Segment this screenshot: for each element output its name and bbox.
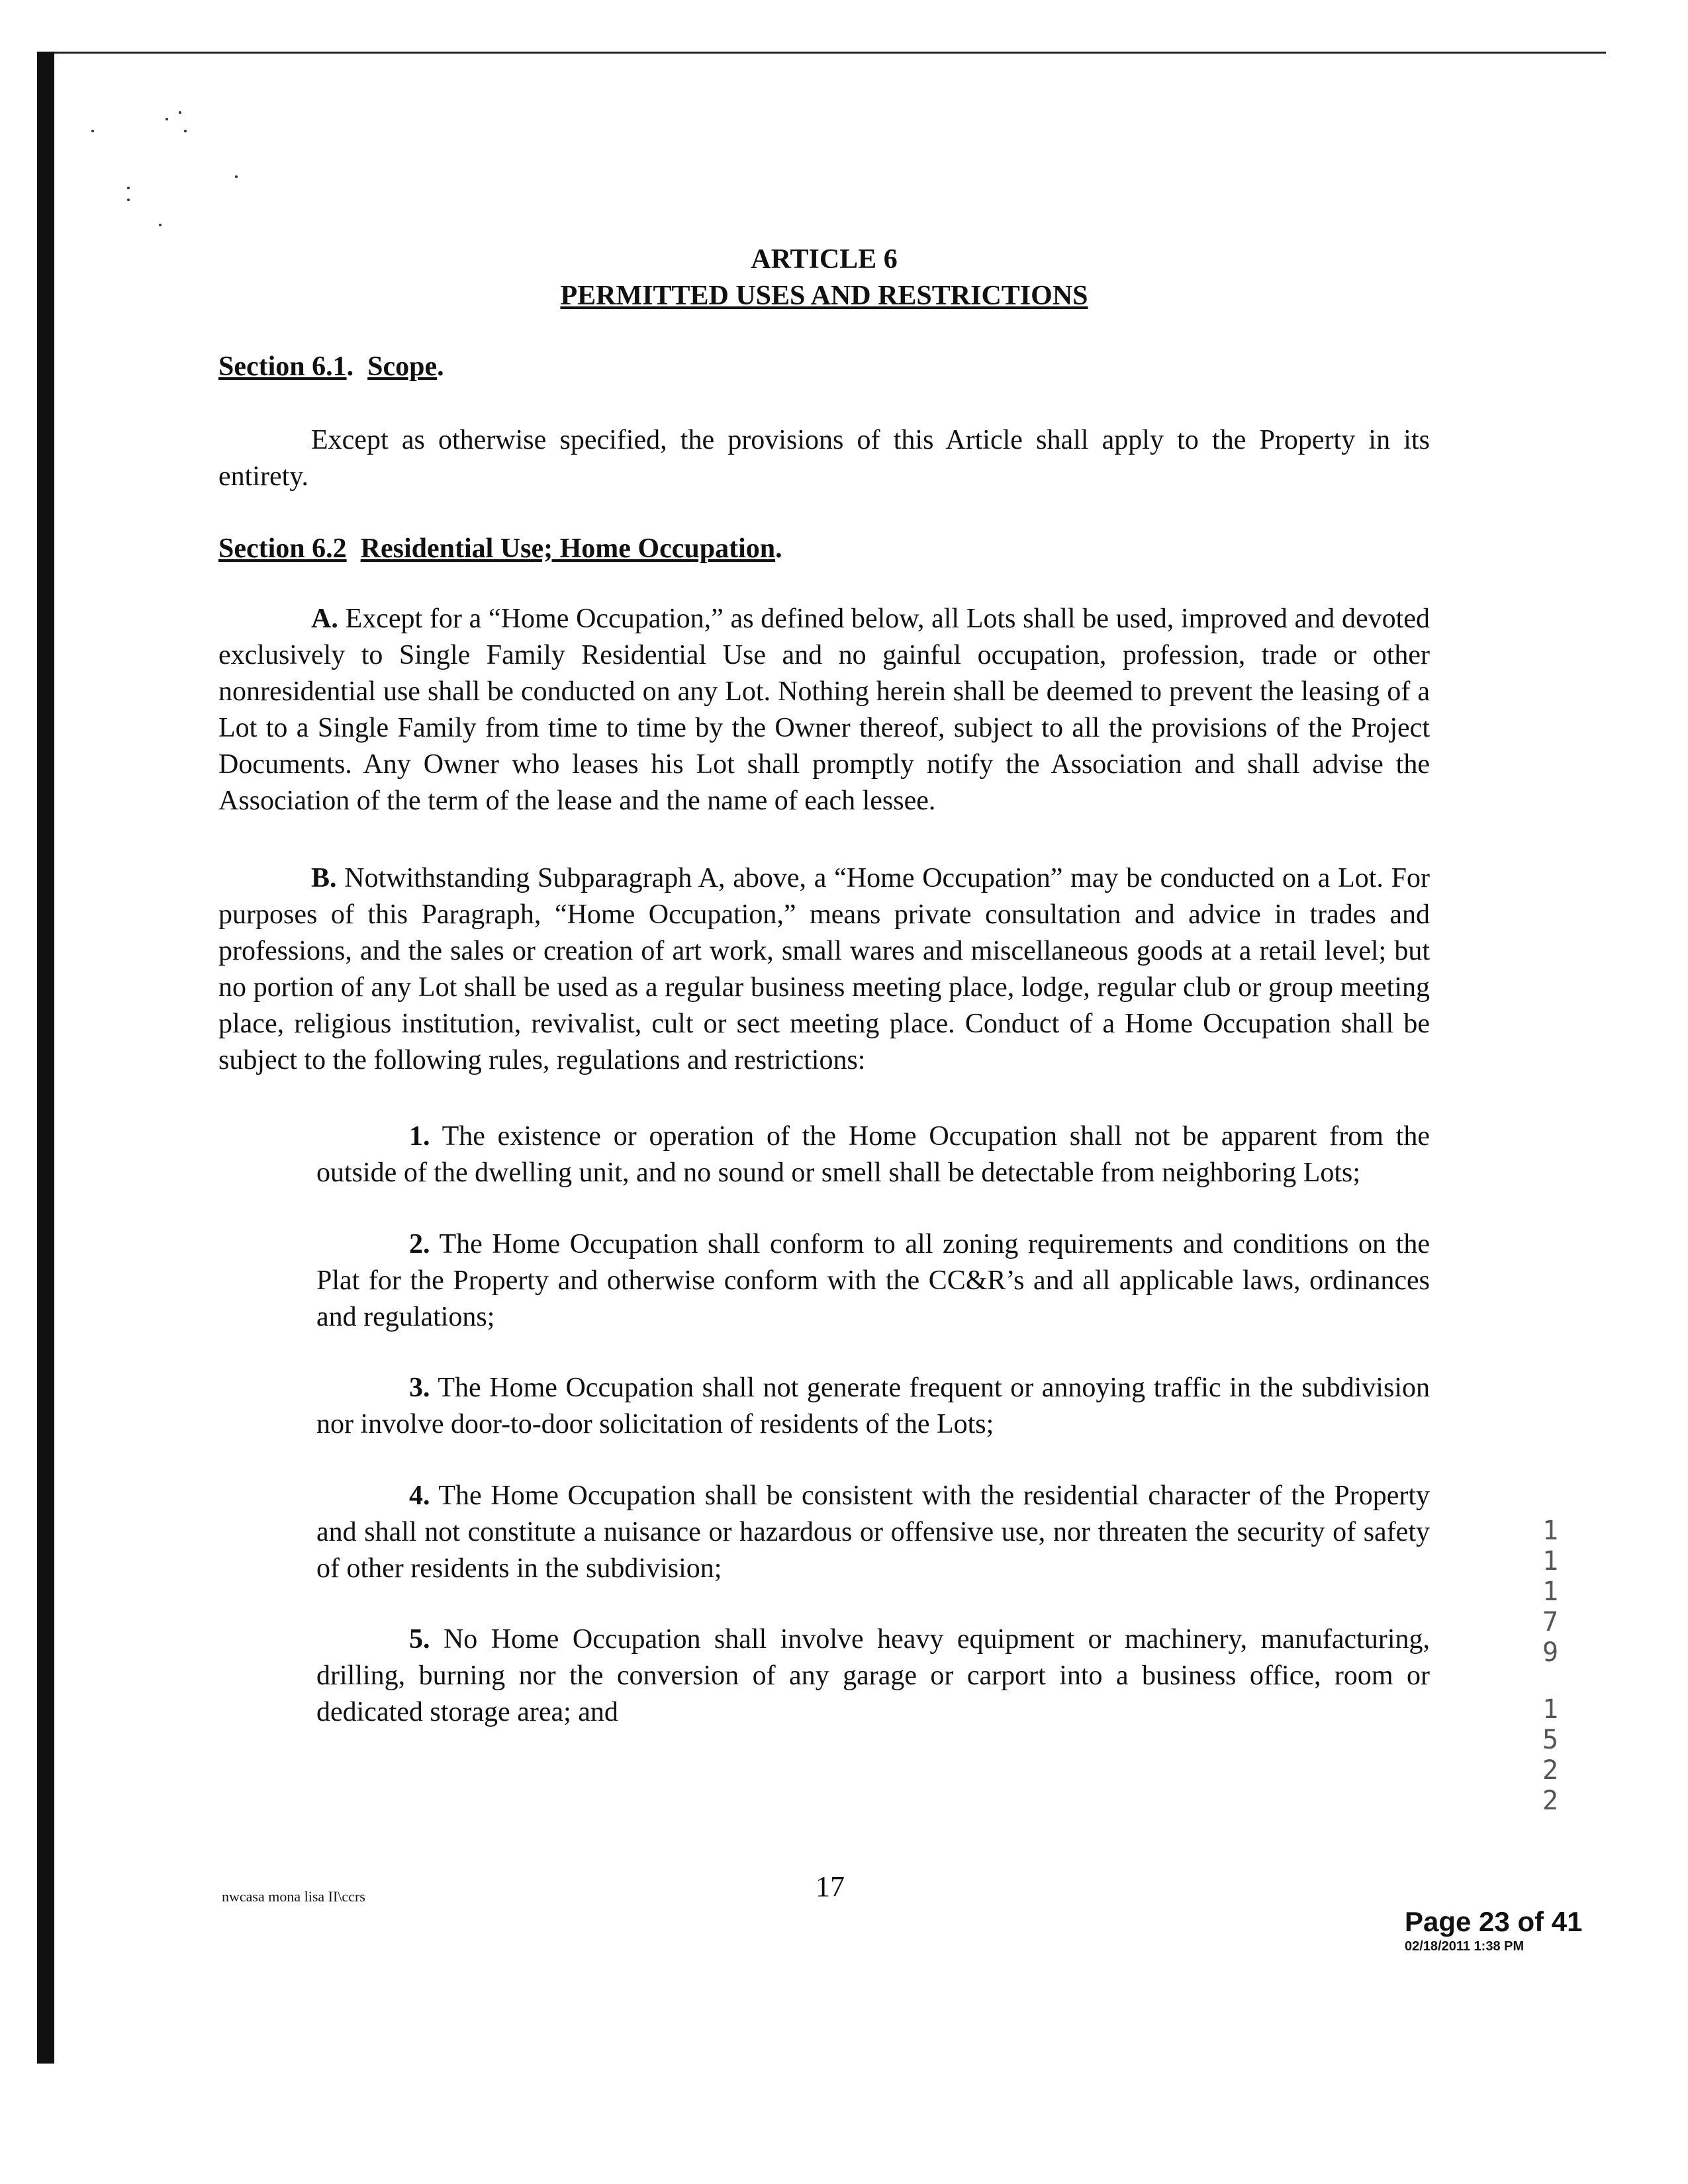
recording-digit: 1 <box>1542 1516 1559 1546</box>
scan-speck <box>184 130 187 132</box>
scan-speck <box>127 199 130 201</box>
recording-digit: 7 <box>1542 1607 1559 1637</box>
article-heading <box>218 242 1430 314</box>
recording-gap <box>1530 1668 1570 1694</box>
list-item <box>316 1118 1430 1191</box>
section-number: Section 6.2 <box>218 533 347 564</box>
scan-speck <box>235 175 238 178</box>
section-6-1-body <box>218 422 1430 495</box>
item-label: 2. <box>409 1229 430 1259</box>
item-text: The Home Occupation shall not generate frequent or annoying traffic in the subdivision nor involve door-to-door solicitation of residents of the Lots; <box>316 1373 1430 1439</box>
scan-border-top <box>37 52 1606 54</box>
scan-speck <box>127 187 130 189</box>
recording-digit: 1 <box>1542 1576 1559 1607</box>
recording-digit: 9 <box>1542 1637 1559 1668</box>
section-6-1-heading: Section 6.1. Scope. <box>218 351 444 382</box>
article-number: ARTICLE 6 <box>751 244 898 275</box>
item-label: 3. <box>409 1373 430 1403</box>
item-label: 4. <box>409 1480 430 1511</box>
scan-speck <box>179 111 181 114</box>
recording-digit: 2 <box>1542 1755 1559 1786</box>
paragraph-a <box>218 601 1430 819</box>
recording-digit: 1 <box>1542 1694 1559 1725</box>
item-text: The existence or operation of the Home Occupation shall not be apparent from the outside of the dwelling unit, and no sound or smell shall be detectable from neighboring Lots; <box>316 1121 1430 1188</box>
scan-speck <box>165 118 168 120</box>
file-reference: nwcasa mona lisa II\ccrs <box>222 1888 365 1905</box>
item-label: 1. <box>409 1121 430 1152</box>
paragraph-label: B. <box>311 863 337 893</box>
paragraph-label: A. <box>311 604 338 634</box>
item-label: 5. <box>409 1624 430 1655</box>
recording-digit: 5 <box>1542 1725 1559 1755</box>
list-item <box>316 1370 1430 1443</box>
list-item <box>316 1478 1430 1587</box>
item-text: The Home Occupation shall conform to all zoning requirements and conditions on the Plat for the Property and otherwise conform with the CC&R’s and all applicable laws, ordinances and regulations; <box>316 1229 1430 1332</box>
paragraph: Except as otherwise specified, the provisions of this Article shall apply to the Property in its entirety. <box>218 425 1430 492</box>
list-item <box>316 1621 1430 1731</box>
scan-speck <box>159 224 162 226</box>
page-number: 17 <box>816 1870 845 1903</box>
recording-digit: 2 <box>1542 1786 1559 1816</box>
scan-border-left <box>37 52 54 2064</box>
timestamp: 02/18/2011 1:38 PM <box>1405 1939 1524 1954</box>
section-title: Residential Use; Home Occupation <box>360 533 776 564</box>
recording-number <box>1530 1516 1570 1816</box>
list-item <box>316 1226 1430 1336</box>
recording-digit: 1 <box>1542 1546 1559 1576</box>
article-title: PERMITTED USES AND RESTRICTIONS <box>560 281 1088 311</box>
paragraph-text: Notwithstanding Subparagraph A, above, a “Home Occupation” may be conducted on a Lot. For purposes of this Paragraph, “Home Occupation,” means private consultation and advice in trades and professions, and the sales or creation of art work, small wares and miscellaneous goods at a retail level; but no portion of any Lot shall be used as a regular business meeting place, lodge, regular club or group meeting place, religious institution, revivalist, cult or sect meeting place. Conduct of a Home Occupation shall be subject to the following rules, regulations and restrictions: <box>218 863 1430 1075</box>
item-text: The Home Occupation shall be consistent with the residential character of the Property and shall not constitute a nuisance or hazardous or offensive use, nor threaten the security of safety of other residents in the subdivision; <box>316 1480 1430 1584</box>
section-title: Scope <box>367 351 438 382</box>
scan-speck <box>91 130 94 132</box>
section-6-2-heading: Section 6.2 Residential Use; Home Occupation. <box>218 533 782 564</box>
paragraph-b <box>218 860 1430 1079</box>
paragraph-text: Except for a “Home Occupation,” as defined below, all Lots shall be used, improved and devoted exclusively to Single Family Residential Use and no gainful occupation, profession, trade or other nonresidential use shall be conducted on any Lot. Nothing herein shall be deemed to prevent the leasing of a Lot to a Single Family from time to time by the Owner thereof, subject to all the provisions of the Project Documents. Any Owner who leases his Lot shall promptly notify the Association and shall advise the Association of the term of the lease and the name of each lessee. <box>218 604 1430 816</box>
item-text: No Home Occupation shall involve heavy equipment or machinery, manufacturing, drilling, burning nor the conversion of any garage or carport into a business office, room or dedicated storage area; and <box>316 1624 1430 1727</box>
section-number: Section 6.1 <box>218 351 347 382</box>
page-counter: Page 23 of 41 <box>1405 1906 1583 1937</box>
